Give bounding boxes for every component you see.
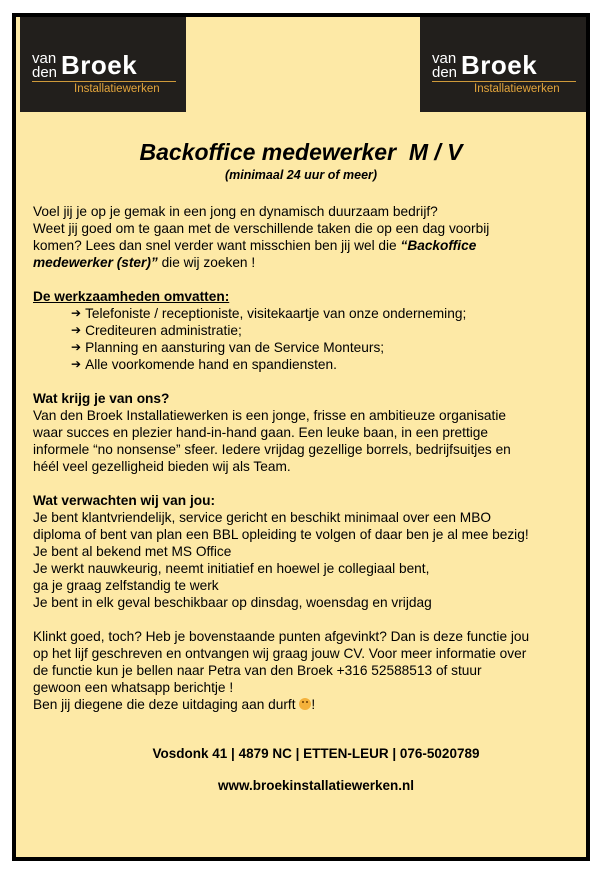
logo-broek: Broek bbox=[461, 50, 538, 80]
closing-text: ! bbox=[311, 697, 316, 712]
expect-heading: Wat verwachten wij van jou: bbox=[33, 493, 216, 508]
task-text: Telefoniste / receptioniste, visitekaartje van onze onderneming; bbox=[85, 306, 467, 321]
company-logo-left bbox=[20, 17, 186, 112]
closing-line: op het lijf geschreven en ontvangen wij graag jouw CV. Voor meer informatie over bbox=[33, 646, 527, 661]
task-text: Crediteuren administratie; bbox=[85, 323, 242, 338]
closing-text: Ben jij diegene die deze uitdaging aan durft bbox=[33, 697, 300, 712]
offer-heading: Wat krijg je van ons? bbox=[33, 391, 170, 406]
expect-line: diploma of bent van plan een BBL opleiding te volgen of daar ben je al mee bezig! bbox=[33, 527, 529, 542]
task-text: Alle voorkomende hand en spandiensten. bbox=[85, 357, 337, 372]
expect-line: ga je graag zelfstandig te werk bbox=[33, 578, 219, 593]
closing-line: gewoon een whatsapp berichtje ! bbox=[33, 680, 234, 695]
task-item bbox=[33, 305, 573, 322]
job-hours: (minimaal 24 uur of meer) bbox=[224, 168, 378, 182]
logo-van-den bbox=[432, 52, 457, 80]
task-item bbox=[33, 356, 573, 373]
closing-line: de functie kun je bellen naar Petra van den Broek +316 52588513 of stuur bbox=[33, 663, 482, 678]
expect-line: Je werkt nauwkeurig, neemt initiatief en hoewel je collegiaal bent, bbox=[33, 561, 430, 576]
offer-line: waar succes en plezier hand-in-hand gaan. Een leuke baan, in een prettige bbox=[33, 425, 489, 440]
arrow-right-icon: ➔ bbox=[71, 357, 82, 371]
intro-text: komen? Lees dan snel verder want misschien ben jij wel die bbox=[33, 238, 401, 253]
intro-line: Weet jij goed om te gaan met de verschillende taken die op een dag voorbij bbox=[33, 221, 490, 236]
logo-broek: Broek bbox=[61, 50, 138, 80]
vacancy-poster bbox=[12, 13, 590, 861]
offer-line: Van den Broek Installatiewerken is een jonge, frisse en ambitieuze organisatie bbox=[33, 408, 506, 423]
logo-den: den bbox=[432, 64, 458, 81]
task-item bbox=[33, 322, 573, 339]
intro-text: die wij zoeken ! bbox=[157, 255, 256, 270]
logo-van-den bbox=[32, 52, 57, 80]
closing-line bbox=[33, 696, 573, 713]
website-link[interactable]: www.broekinstallatiewerken.nl bbox=[217, 778, 415, 793]
job-title: Backoffice medewerker M / V bbox=[139, 139, 463, 165]
expect-line: Je bent klantvriendelijk, service gericht en beschikt minimaal over een MBO bbox=[33, 510, 491, 525]
arrow-right-icon: ➔ bbox=[71, 306, 82, 320]
logo-divider bbox=[32, 81, 176, 82]
logo-den: den bbox=[32, 64, 58, 81]
intro-line bbox=[33, 237, 573, 254]
arrow-right-icon: ➔ bbox=[71, 340, 82, 354]
company-logo-right bbox=[420, 17, 586, 112]
intro-line: Voel jij je op je gemak in een jong en dynamisch duurzaam bedrijf? bbox=[33, 204, 438, 219]
logo-van: van bbox=[432, 50, 457, 67]
offer-line: informele “no nonsense” sfeer. Iedere vrijdag gezellige borrels, bedrijfsuitjes en bbox=[33, 442, 511, 457]
task-item bbox=[33, 339, 573, 356]
vacancy-body bbox=[33, 203, 573, 713]
job-name-emphasis: medewerker (ster)” bbox=[33, 255, 158, 270]
smiley-icon bbox=[299, 698, 311, 710]
logo-subtitle: Installatiewerken bbox=[474, 83, 560, 95]
task-text: Planning en aansturing van de Service Monteurs; bbox=[85, 340, 385, 355]
tasks-heading: De werkzaamheden omvatten: bbox=[33, 289, 230, 304]
logo-van: van bbox=[32, 50, 57, 67]
logo-divider bbox=[432, 81, 576, 82]
job-name-emphasis: “Backoffice bbox=[400, 238, 477, 253]
expect-line: Je bent al bekend met MS Office bbox=[33, 544, 232, 559]
contact-info: Vosdonk 41 | 4879 NC | ETTEN-LEUR | 076-5020789 bbox=[152, 746, 480, 761]
arrow-right-icon: ➔ bbox=[71, 323, 82, 337]
intro-line bbox=[33, 254, 573, 271]
closing-line: Klinkt goed, toch? Heb je bovenstaande punten afgevinkt? Dan is deze functie jou bbox=[33, 629, 530, 644]
expect-line: Je bent in elk geval beschikbaar op dinsdag, woensdag en vrijdag bbox=[33, 595, 432, 610]
offer-line: héél veel gezelligheid bieden wij als Team. bbox=[33, 459, 291, 474]
logo-subtitle: Installatiewerken bbox=[74, 83, 160, 95]
